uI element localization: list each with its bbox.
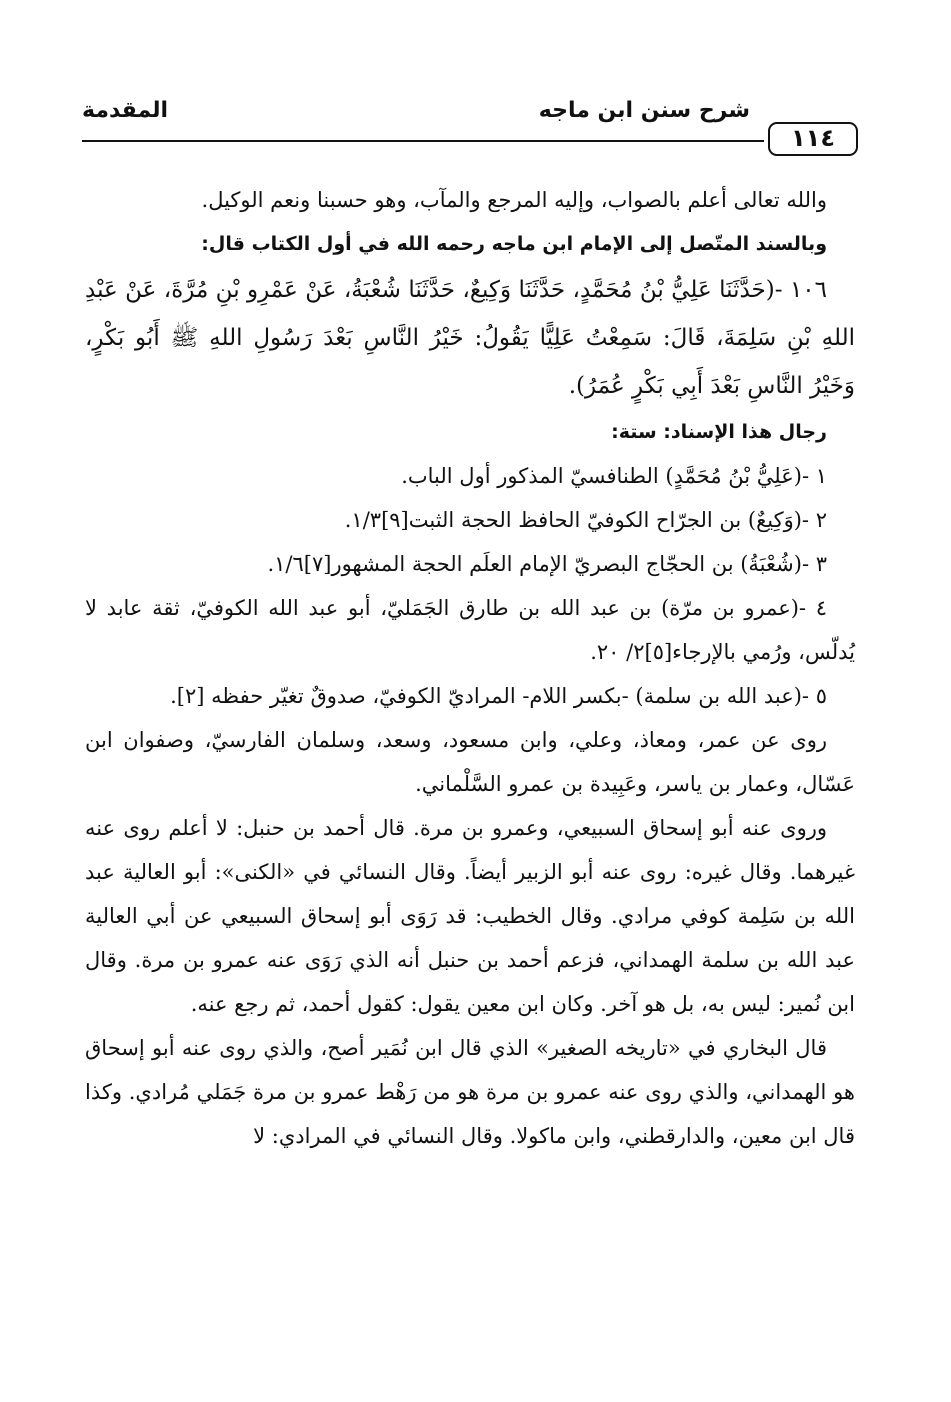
chain-heading: وبالسند المتّصل إلى الإمام ابن ماجه رحمه الله في أول الكتاب قال: [201, 233, 827, 255]
section-title: المقدمة [82, 98, 169, 123]
running-header [82, 96, 858, 158]
narrator-5: ٥ -(عبد الله بن سلمة) -بكسر اللام- المراديّ الكوفيّ، صدوقٌ تغيّر حفظه [٢]. [170, 684, 827, 708]
narrator-4: ٤ -(عمرو بن مرّة) بن عبد الله بن طارق الجَمَليّ، أبو عبد الله الكوفيّ، ثقة عابد لا يُدلّس، ورُمي بالإرجاء[٥]٢/ ٢٠. [85, 596, 855, 664]
narrated-by-paragraph: وروى عنه أبو إسحاق السبيعي، وعمرو بن مرة. قال أحمد بن حنبل: لا أعلم روى عنه غيرهما. وقال غيره: روى عنه أبو الزبير أيضاً. وقال النسائي في «الكنى»: أبو العالية عبد الله بن سَلِمة كوفي مرادي. وقال الخطيب: قد رَوَى أبو إسحاق السبيعي عن أبي العالية عبد الله بن سلمة الهمداني، فزعم أحمد بن حنبل أنه الذي رَوَى عنه عمرو بن مرة. وقال ابن نُمير: ليس به، بل هو آخر. وكان ابن معين يقول: كقول أحمد، ثم رجع عنه. [85, 816, 855, 1016]
narrator-2: ٢ -(وَكِيعٌ) بن الجرّاح الكوفيّ الحافظ الحجة الثبت[٩]١/٣. [344, 508, 827, 532]
bukhari-paragraph: قال البخاري في «تاريخه الصغير» الذي قال ابن نُمَير أصح، والذي روى عنه أبو إسحاق هو الهمداني، والذي روى عنه عمرو بن مرة هو من رَهْط عمرو بن مرة جَمَلي مُرادي. وكذا قال ابن معين، والدارقطني، وابن ماكولا. وقال النسائي في المرادي: لا [85, 1036, 855, 1148]
closing-paragraph: والله تعالى أعلم بالصواب، وإليه المرجع والمآب، وهو حسبنا ونعم الوكيل. [201, 188, 827, 212]
narrator-1: ١ -(عَلِيُّ بْنُ مُحَمَّدٍ) الطنافسيّ المذكور أول الباب. [401, 464, 827, 488]
narrators-heading: رجال هذا الإسناد: ستة: [611, 421, 827, 443]
page-number: ١١٤ [768, 122, 858, 156]
header-divider [82, 140, 764, 142]
book-title: شرح سنن ابن ماجه [538, 98, 750, 123]
narrated-from-paragraph: روى عن عمر، ومعاذ، وعلي، وابن مسعود، وسعد، وسلمان الفارسيّ، وصفوان ابن عَسّال، وعمار بن ياسر، وعَبِيدة بن عمرو السَّلْماني. [85, 728, 855, 796]
hadith-text: ١٠٦ -(حَدَّثَنَا عَلِيُّ بْنُ مُحَمَّدٍ، حَدَّثَنَا وَكِيعٌ، حَدَّثَنَا شُعْبَةُ، عَنْ عَمْرِو بْنِ مُرَّةَ، عَنْ عَبْدِ اللهِ بْنِ سَلِمَةَ، قَالَ: سَمِعْتُ عَلِيًّا يَقُولُ: خَيْرُ النَّاسِ بَعْدَ رَسُولِ اللهِ ﷺ أَبُو بَكْرٍ، وَخَيْرُ النَّاسِ بَعْدَ أَبِي بَكْرٍ عُمَرُ). [85, 277, 855, 399]
narrator-3: ٣ -(شُعْبَةُ) بن الحجّاج البصريّ الإمام العلَم الحجة المشهور[٧]١/٦. [267, 552, 827, 576]
main-text [85, 178, 855, 1158]
